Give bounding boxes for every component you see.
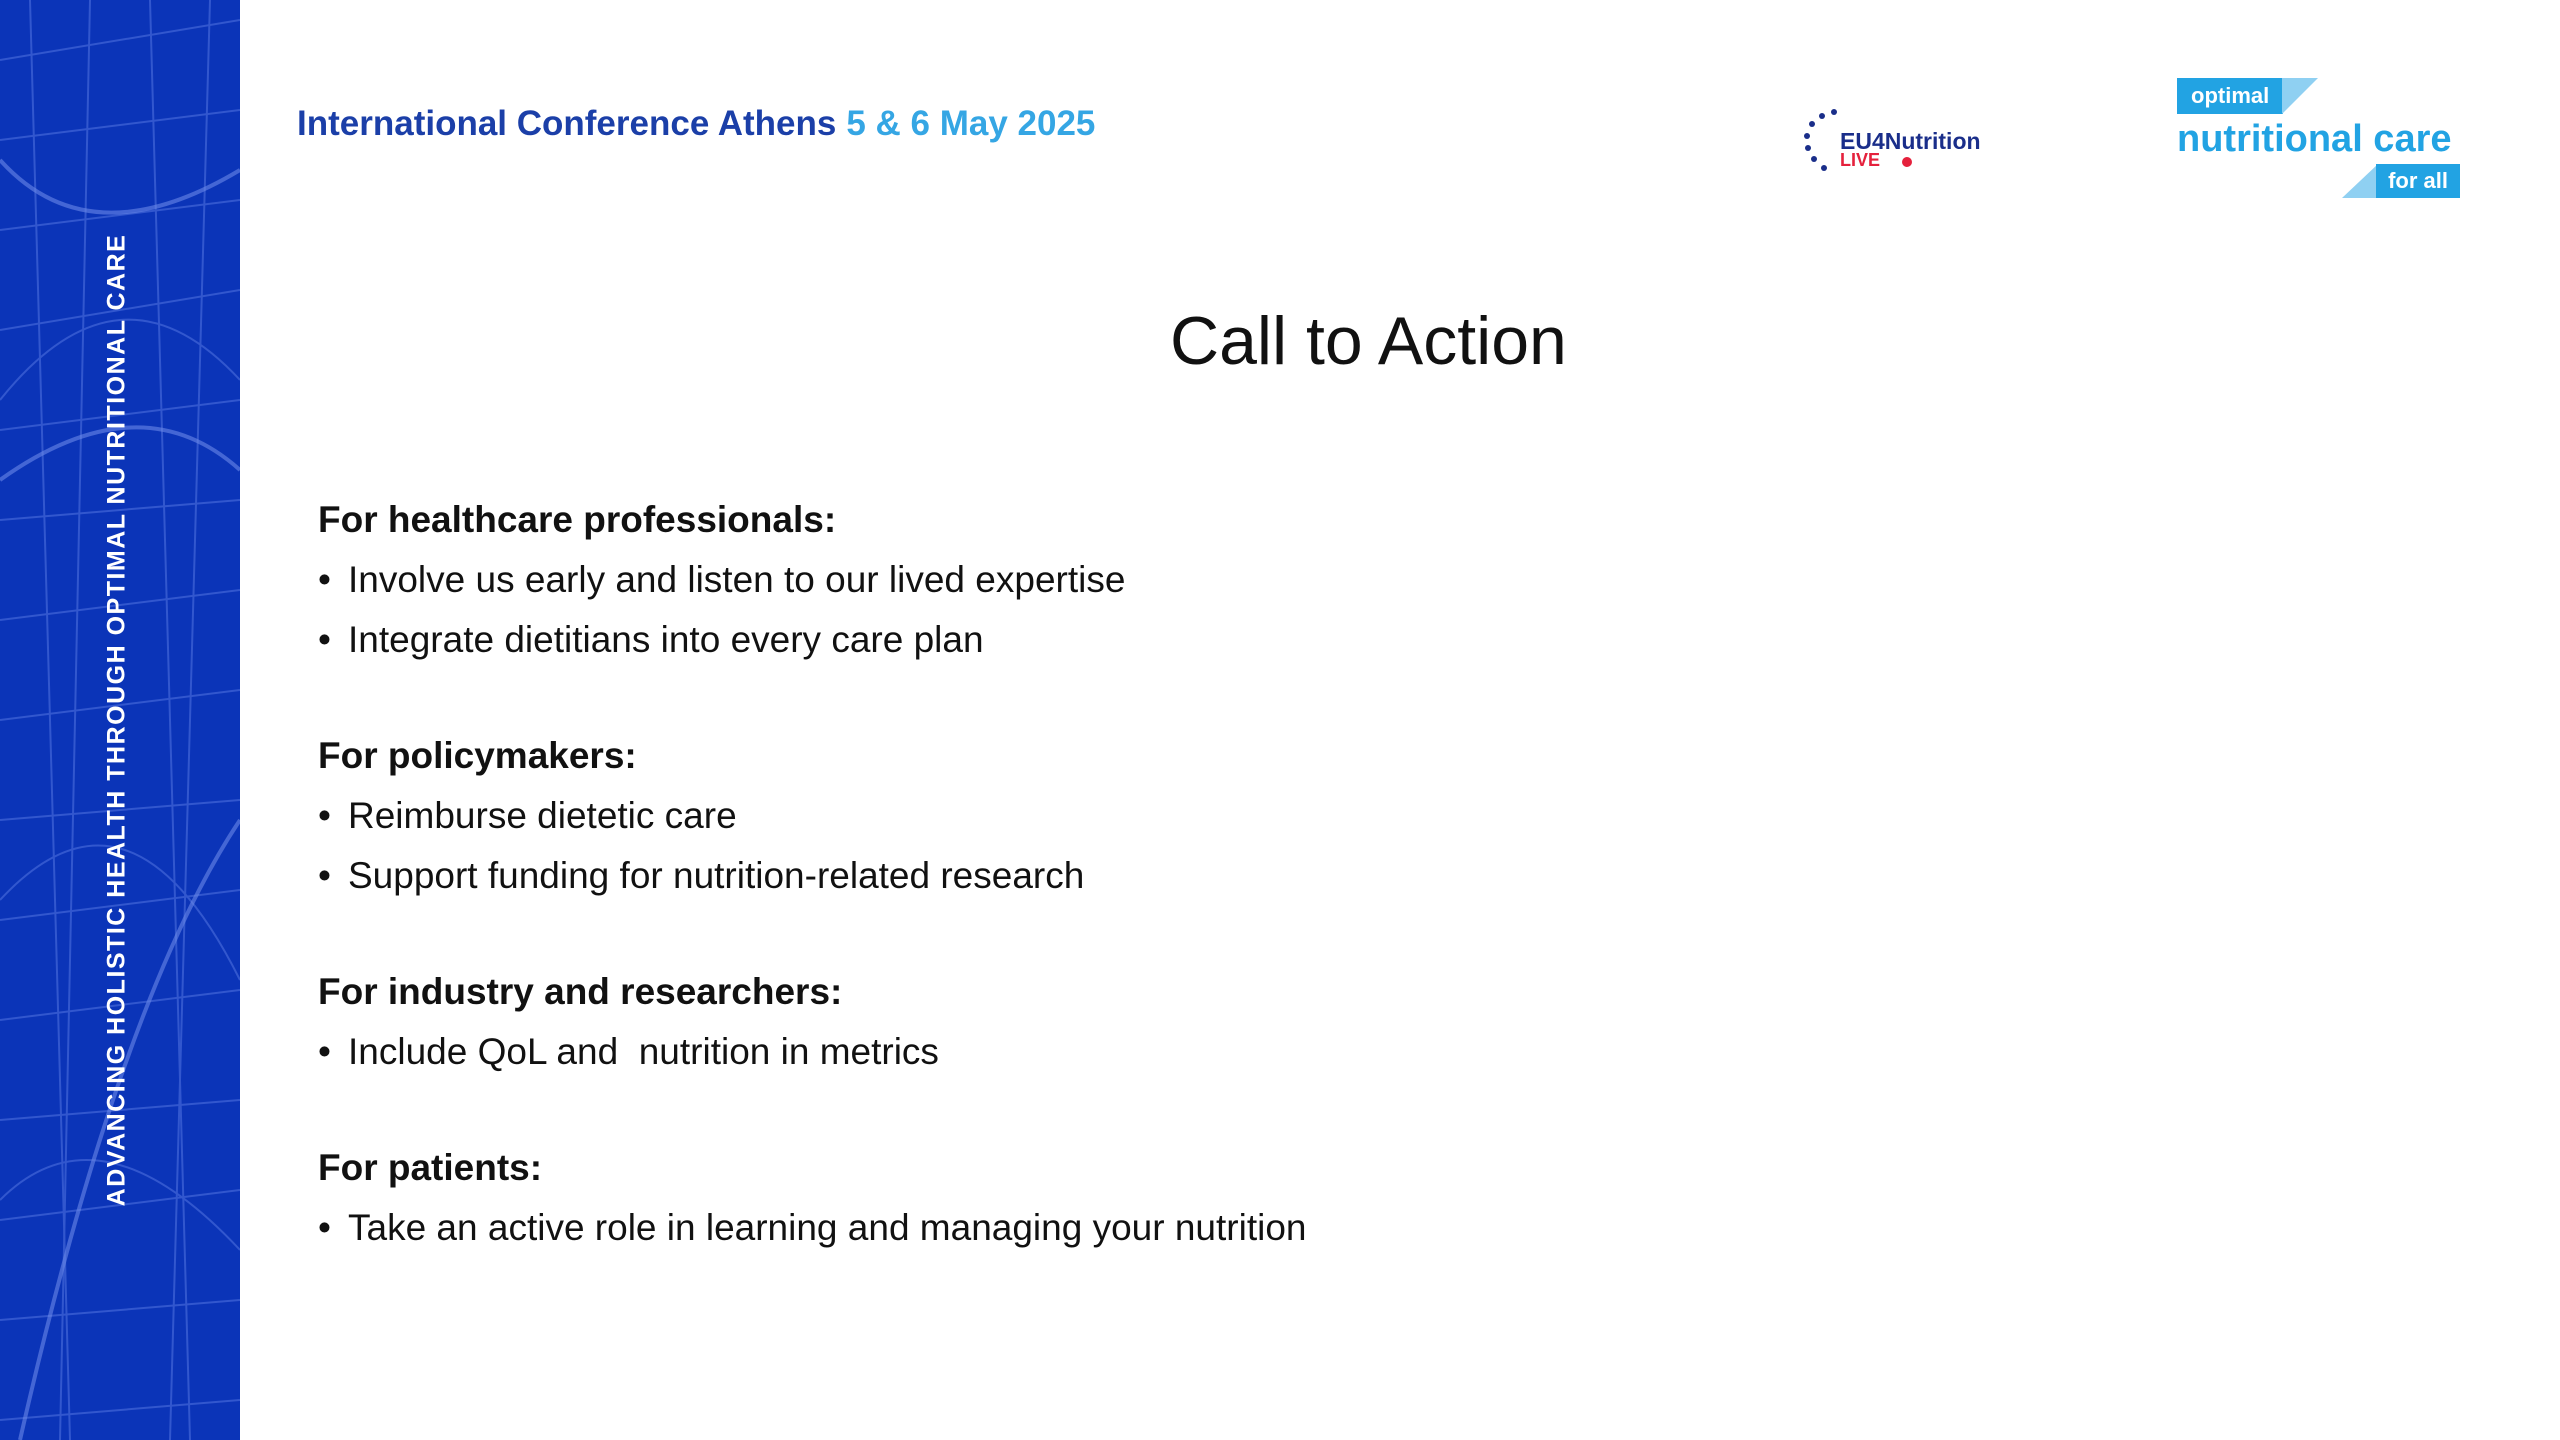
- bullet-icon: •: [318, 1031, 331, 1072]
- live-dot-icon: [1902, 157, 1912, 167]
- section-patients: [318, 1138, 2018, 1258]
- conference-header: [297, 104, 1095, 144]
- conference-name: International Conference Athens: [297, 104, 837, 143]
- slide-title: Call to Action: [1170, 303, 1567, 379]
- bullet-icon: •: [318, 559, 331, 600]
- onc-bottom-triangle-icon: [2342, 164, 2378, 198]
- bullet-text: Integrate dietitians into every care plan: [348, 619, 984, 660]
- section-policymakers: [318, 726, 2018, 906]
- section-heading: For policymakers:: [318, 735, 637, 776]
- onc-top-label: optimal: [2177, 78, 2283, 114]
- section-heading: For patients:: [318, 1147, 543, 1188]
- bullet-text: Involve us early and listen to our lived expertise: [348, 559, 1126, 600]
- bullet-item: [318, 1198, 2018, 1258]
- optimal-nutritional-care-logo: [2170, 78, 2460, 203]
- bullet-item: [318, 610, 2018, 670]
- bullet-text: Reimburse dietetic care: [348, 795, 737, 836]
- conference-date: 5 & 6 May 2025: [846, 104, 1096, 143]
- bullet-icon: •: [318, 855, 331, 896]
- bullet-text: Support funding for nutrition-related research: [348, 855, 1085, 896]
- sidebar-map-band: [0, 0, 240, 1440]
- bullet-item: [318, 846, 2018, 906]
- onc-middle-label: nutritional care: [2177, 118, 2452, 160]
- eu4nutrition-logo: [1800, 106, 2030, 176]
- bullet-icon: •: [318, 795, 331, 836]
- bullet-text: Take an active role in learning and managing your nutrition: [348, 1207, 1307, 1248]
- slide-content: [318, 490, 2018, 1314]
- bullet-item: [318, 550, 2018, 610]
- eu4nutrition-live: LIVE: [1840, 150, 1881, 170]
- eu4nutrition-name: EU4Nutrition: [1840, 128, 1981, 154]
- onc-top-triangle-icon: [2282, 78, 2318, 114]
- eu-stars-icon: [1800, 106, 1840, 176]
- section-heading: For healthcare professionals:: [318, 499, 837, 540]
- section-healthcare-professionals: [318, 490, 2018, 670]
- onc-bottom-label: for all: [2376, 164, 2460, 198]
- bullet-item: [318, 1022, 2018, 1082]
- bullet-item: [318, 786, 2018, 846]
- sidebar-vertical-text: ADVANCING HOLISTIC HEALTH THROUGH OPTIMAL NUTRITIONAL CARE: [102, 233, 131, 1207]
- bullet-icon: •: [318, 619, 331, 660]
- section-heading: For industry and researchers:: [318, 971, 843, 1012]
- section-industry-researchers: [318, 962, 2018, 1082]
- bullet-icon: •: [318, 1207, 331, 1248]
- bullet-text: Include QoL and nutrition in metrics: [348, 1031, 939, 1072]
